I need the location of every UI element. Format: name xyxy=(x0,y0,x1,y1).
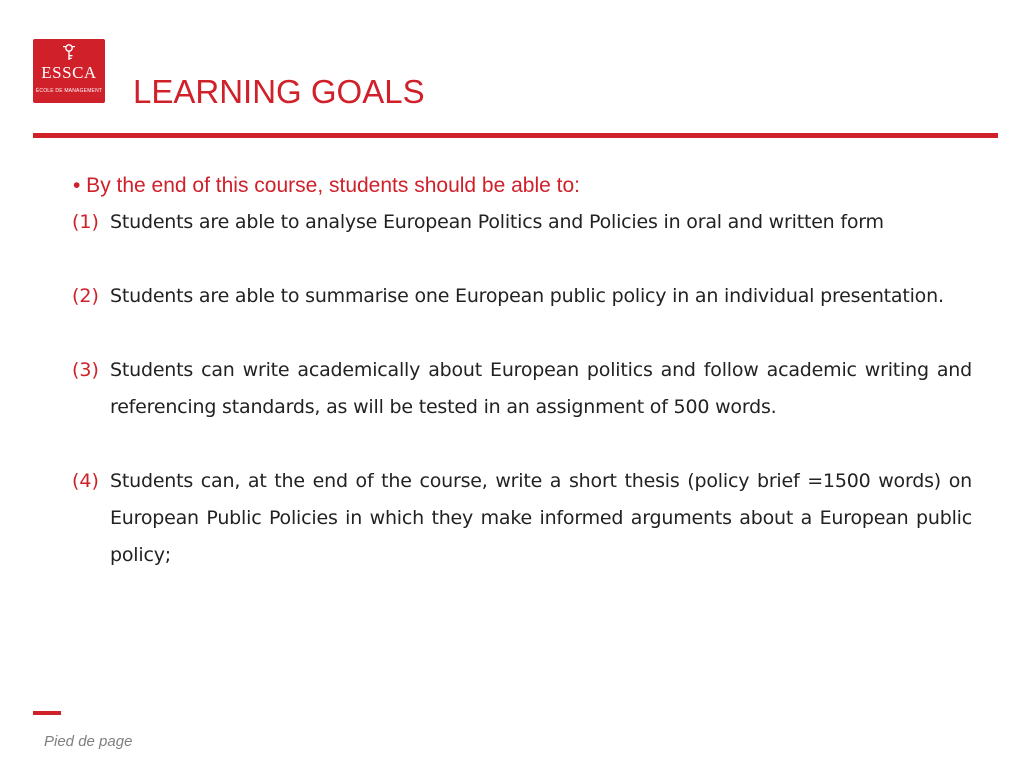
logo-wordmark: ESSCA xyxy=(41,63,97,82)
intro-bullet: • By the end of this course, students should be able to: xyxy=(73,174,581,197)
goal-number: (4) xyxy=(72,470,99,492)
title-divider xyxy=(33,133,998,138)
goal-number: (1) xyxy=(72,211,99,233)
goal-text: Students can write academically about European politics and follow academic writing and referencing standards, as will be tested in an assignment of 500 words. xyxy=(110,359,972,418)
footer-text: Pied de page xyxy=(44,733,133,750)
key-icon xyxy=(61,43,77,61)
list-item xyxy=(72,463,972,574)
list-item xyxy=(72,204,972,241)
footer-accent-bar xyxy=(33,711,61,715)
essca-logo xyxy=(33,39,105,103)
goal-number: (3) xyxy=(72,359,99,381)
goal-text: Students are able to summarise one European public policy in an individual presentation. xyxy=(110,285,944,307)
learning-goals-list xyxy=(72,204,972,611)
page-title: LEARNING GOALS xyxy=(133,73,425,110)
goal-text: Students can, at the end of the course, write a short thesis (policy brief =1500 words) on European Public Policies in which they make informed arguments about a European public policy; xyxy=(110,470,972,566)
logo-tagline: ÉCOLE DE MANAGEMENT xyxy=(35,88,103,94)
goal-text: Students are able to analyse European Politics and Policies in oral and written form xyxy=(110,211,884,233)
goal-number: (2) xyxy=(72,285,99,307)
list-item xyxy=(72,278,972,315)
list-item xyxy=(72,352,972,426)
